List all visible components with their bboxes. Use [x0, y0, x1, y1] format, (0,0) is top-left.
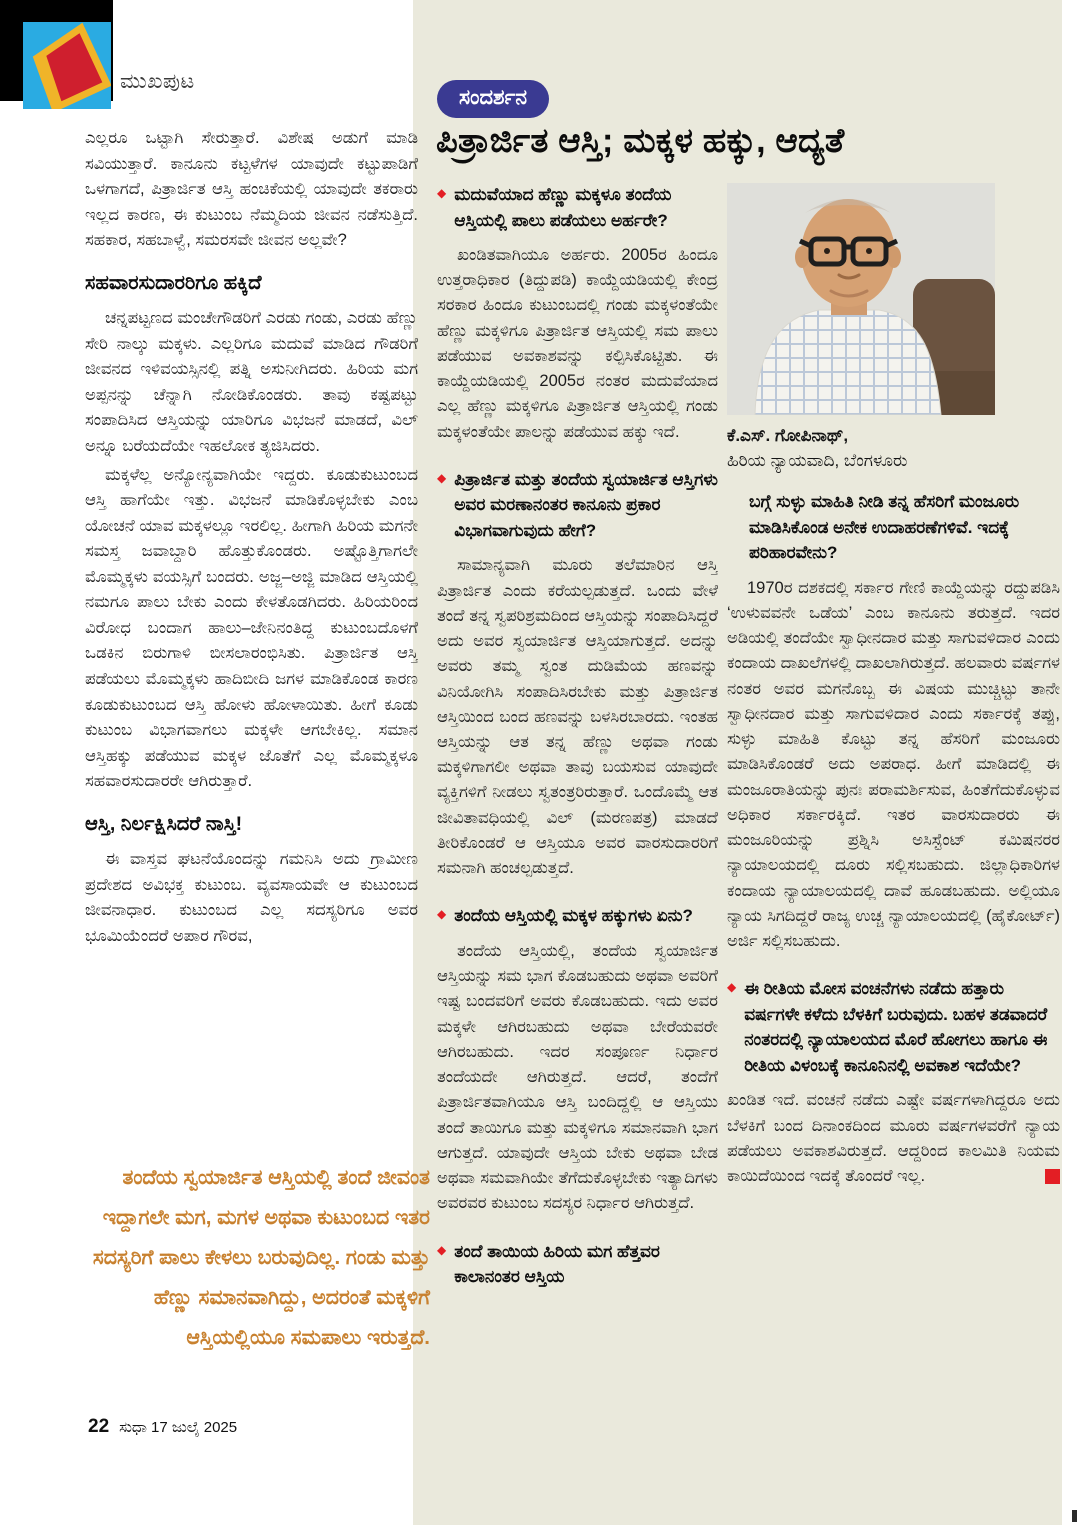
- answer-text: ಸಾಮಾನ್ಯವಾಗಿ ಮೂರು ತಲೆಮಾರಿನ ಆಸ್ತಿ ಪಿತ್ರಾರ್ಜಿತ ಎಂದು ಕರೆಯಲ್ಪಡುತ್ತದೆ. ಒಂದು ವೇಳೆ ತಂದೆ ತನ್ನ ಸ್ವಪರಿಶ್ರಮದಿಂದ ಆಸ್ತಿಯನ್ನು ಸಂಪಾದಿಸಿದ್ದರೆ ಅದು ಅವರ ಸ್ವಯಾರ್ಜಿತ ಆಸ್ತಿಯಾಗುತ್ತದೆ. ಅದನ್ನು ಅವರು ತಮ್ಮ ಸ್ವಂತ ದುಡಿಮೆಯ ಹಣವನ್ನು ವಿನಿಯೋಗಿಸಿ ಸಂಪಾದಿಸಿರಬೇಕು ಮತ್ತು ಪಿತ್ರಾರ್ಜಿತ ಆಸ್ತಿಯಿಂದ ಬಂದ ಹಣವನ್ನು ಬಳಸಿರಬಾರದು. ಇಂತಹ ಆಸ್ತಿಯನ್ನು ಆತ ತನ್ನ ಹೆಣ್ಣು ಅಥವಾ ಗಂಡು ಮಕ್ಕಳಿಗಾಗಲೀ ಅಥವಾ ತಾವು ಬಯಸುವ ಯಾವುದೇ ವ್ಯಕ್ತಿಗಳಿಗೆ ನೀಡಲು ಸ್ವತಂತ್ರರಿರುತ್ತಾರೆ. ಒಂದೊಮ್ಮೆ ಆತ ಜೀವಿತಾವಧಿಯಲ್ಲಿ ವಿಲ್ (ಮರಣಪತ್ರ) ಮಾಡದೆ ತೀರಿಕೊಂಡರೆ ಆ ಆಸ್ತಿಯೂ ಅವರ ವಾರಸುದಾರರಿಗೆ ಸಮನಾಗಿ ಹಂಚಲ್ಪಡುತ್ತದೆ.: [437, 556, 718, 878]
- section-subhead: ಸಹವಾರಸುದಾರರಿಗೂ ಹಕ್ಕಿದೆ: [85, 271, 262, 294]
- answer-final-text: ಖಂಡಿತ ಇದೆ. ವಂಚನೆ ನಡೆದು ಎಷ್ಟೇ ವರ್ಷಗಳಾಗಿದ್ದರೂ ಅದು ಬೆಳಕಿಗೆ ಬಂದ ದಿನಾಂಕದಿಂದ ಮೂರು ವರ್ಷಗಳವರೆಗೆ ನ್ಯಾಯ ಪಡೆಯಲು ಅವಕಾಶವಿರುತ್ತದೆ. ಆದ್ದರಿಂದ ಕಾಲಮಿತಿ ನಿಯಮ ಕಾಯಿದೆಯಿಂದ ಇದಕ್ಕೆ ತೊಂದರೆ ಇಲ್ಲ.: [727, 1091, 1060, 1185]
- page-footer: [88, 1416, 237, 1438]
- article-headline: ಪಿತ್ರಾರ್ಜಿತ ಆಸ್ತಿ; ಮಕ್ಕಳ ಹಕ್ಕು, ಆದ್ಯತೆ: [436, 122, 845, 160]
- interview-right-column: [727, 183, 1060, 1428]
- answer-text: [727, 1088, 1060, 1189]
- question-block: [437, 903, 718, 929]
- interview-badge: ಸಂದರ್ಶನ: [437, 80, 549, 118]
- logo-book-icon: [23, 22, 111, 109]
- question-bullet-icon: ◆: [437, 470, 447, 485]
- left-column: [85, 126, 418, 1158]
- question-bullet-icon: ◆: [437, 907, 447, 922]
- caption-name: ಕೆ.ಎಸ್. ಗೋಪಿನಾಥ್,: [727, 426, 849, 445]
- issue-date: ಸುಧಾ 17 ಜುಲೈ 2025: [119, 1419, 238, 1436]
- brand-logo-blue-square: [23, 22, 111, 109]
- answer-text: ಖಂಡಿತವಾಗಿಯೂ ಅರ್ಹರು. 2005ರ ಹಿಂದೂ ಉತ್ತರಾಧಿಕಾರ (ತಿದ್ದುಪಡಿ) ಕಾಯ್ದೆಯಡಿಯಲ್ಲಿ ಕೇಂದ್ರ ಸರಕಾರ ಹಿಂದೂ ಕುಟುಂಬದಲ್ಲಿ ಗಂಡು ಮಕ್ಕಳಂತೆಯೇ ಹೆಣ್ಣು ಮಕ್ಕಳಿಗೂ ಪಿತ್ರಾರ್ಜಿತ ಆಸ್ತಿಯಲ್ಲಿ ಸಮ ಪಾಲು ಪಡೆಯುವ ಅವಕಾಶವನ್ನು ಕಲ್ಪಿಸಿಕೊಟ್ಟಿತು. ಈ ಕಾಯ್ದೆಯಡಿಯಲ್ಲಿ 2005ರ ನಂತರ ಮದುವೆಯಾದ ಎಲ್ಲ ಹೆಣ್ಣು ಮಕ್ಕಳಿಗೂ ಪಿತ್ರಾರ್ಜಿತ ಆಸ್ತಿಯಲ್ಲಿ ಗಂಡು ಮಕ್ಕಳಂತೆಯೇ ಪಾಲನ್ನು ಪಡೆಯುವ ಹಕ್ಕು ಇದೆ.: [437, 246, 718, 441]
- question-block: [437, 182, 718, 233]
- body-paragraph: ಚನ್ನಪಟ್ಟಣದ ಮಂಚೇಗೌಡರಿಗೆ ಎರಡು ಗಂಡು, ಎರಡು ಹೆಣ್ಣು ಸೇರಿ ನಾಲ್ಕು ಮಕ್ಕಳು. ಎಲ್ಲರಿಗೂ ಮದುವೆ ಮಾಡಿದ ಗೌಡರಿಗೆ ಜೀವನದ ಇಳಿವಯಸ್ಸಿನಲ್ಲಿ ಪತ್ನಿ ಅಸುನೀಗಿದರು. ಹಿರಿಯ ಮಗ ಅಪ್ಪನನ್ನು ಚೆನ್ನಾಗಿ ನೋಡಿಕೊಂಡರು. ತಾವು ಕಷ್ಟಪಟ್ಟು ಸಂಪಾದಿಸಿದ ಆಸ್ತಿಯನ್ನು ಯಾರಿಗೂ ವಿಭಜನೆ ಮಾಡದೆ, ವಿಲ್ ಅನ್ನೂ ಬರೆಯದೆಯೇ ಇಹಲೋಕ ತ್ಯಜಿಸಿದರು.: [85, 309, 418, 455]
- interview-middle-column: [437, 182, 718, 1430]
- body-paragraph: ಈ ವಾಸ್ತವ ಘಟನೆಯೊಂದನ್ನು ಗಮನಿಸಿ ಅದು ಗ್ರಾಮೀಣ ಪ್ರದೇಶದ ಅವಿಭಕ್ತ ಕುಟುಂಬ. ವ್ಯವಸಾಯವೇ ಆ ಕುಟುಂಬದ ಜೀವನಾಧಾರ. ಕುಟುಂಬದ ಎಲ್ಲ ಸದಸ್ಯರಿಗೂ ಅವರ ಭೂಮಿಯೆಂದರೆ ಅಪಾರ ಗೌರವ,: [85, 850, 418, 945]
- question-text: ತಂದೆಯ ಆಸ್ತಿಯಲ್ಲಿ ಮಕ್ಕಳ ಹಕ್ಕುಗಳು ಏನು?: [454, 906, 693, 926]
- question-bullet-icon: ◆: [437, 186, 447, 200]
- question-block: [437, 467, 718, 544]
- section-subhead: ಆಸ್ತಿ, ನಿರ್ಲಕ್ಷಿಸಿದರೆ ನಾಸ್ತಿ!: [85, 812, 243, 835]
- question-text: ತಂದೆ ತಾಯಿಯ ಹಿರಿಯ ಮಗ ಹೆತ್ತವರ ಕಾಲಾನಂತರ ಆಸ್ತಿಯ: [454, 1241, 660, 1286]
- body-paragraph: ಎಲ್ಲರೂ ಒಟ್ಟಾಗಿ ಸೇರುತ್ತಾರೆ. ವಿಶೇಷ ಅಡುಗೆ ಮಾಡಿ ಸವಿಯುತ್ತಾರೆ. ಕಾನೂನು ಕಟ್ಟಳೆಗಳ ಯಾವುದೇ ಕಟ್ಟುಪಾಡಿಗೆ ಒಳಗಾಗದೆ, ಪಿತ್ರಾರ್ಜಿತ ಆಸ್ತಿ ಹಂಚಿಕೆಯಲ್ಲಿ ಯಾವುದೇ ತಕರಾರು ಇಲ್ಲದ ಕಾರಣ, ಈ ಕುಟುಂಬ ನೆಮ್ಮದಿಯ ಜೀವನ ನಡೆಸುತ್ತಿದೆ. ಸಹಕಾರ, ಸಹಬಾಳ್ವೆ, ಸಮರಸವೇ ಜೀವನ ಅಲ್ಲವೇ?: [85, 129, 418, 250]
- question-bullet-icon: ◆: [437, 1242, 447, 1257]
- section-label: ಮುಖಪುಟ: [120, 70, 195, 93]
- caption-role: ಹಿರಿಯ ನ್ಯಾಯವಾದಿ, ಬೆಂಗಳೂರು: [727, 450, 908, 470]
- page-corner-mark: [1072, 1510, 1077, 1522]
- photo-caption: [727, 424, 1060, 473]
- question-block: [437, 1239, 718, 1290]
- pull-quote: ತಂದೆಯ ಸ್ವಯಾರ್ಜಿತ ಆಸ್ತಿಯಲ್ಲಿ ತಂದೆ ಜೀವಂತ ಇದ್ದಾಗಲೇ ಮಗ, ಮಗಳ ಅಥವಾ ಕುಟುಂಬದ ಇತರ ಸದಸ್ಯರಿಗೆ ಪಾಲು ಕೇಳಲು ಬರುವುದಿಲ್ಲ. ಗಂಡು ಮತ್ತು ಹೆಣ್ಣು ಸಮಾನವಾಗಿದ್ದು, ಅದರಂತೆ ಮಕ್ಕಳಿಗೆ ಆಸ್ತಿಯಲ್ಲಿಯೂ ಸಮಪಾಲು ಇರುತ್ತದೆ.: [92, 1166, 430, 1349]
- question-text: ಈ ರೀತಿಯ ಮೋಸ ವಂಚನೆಗಳು ನಡೆದು ಹತ್ತಾರು ವರ್ಷಗಳೇ ಕಳೆದು ಬೆಳಕಿಗೆ ಬರುವುದು. ಬಹಳ ತಡವಾದರೆ ನಂತರದಲ್ಲಿ ನ್ಯಾಯಾಲಯದ ಮೊರೆ ಹೋಗಲು ಹಾಗೂ ಈ ರೀತಿಯ ವಿಳಂಬಕ್ಕೆ ಕಾನೂನಿನಲ್ಲಿ ಅವಕಾಶ ಇದೆಯೇ?: [744, 979, 1048, 1075]
- page-number: 22: [88, 1416, 110, 1437]
- answer-text: 1970ರ ದಶಕದಲ್ಲಿ ಸರ್ಕಾರ ಗೇಣಿ ಕಾಯ್ದೆಯನ್ನು ರದ್ದುಪಡಿಸಿ ‘ಉಳುವವನೇ ಒಡೆಯ’ ಎಂಬ ಕಾನೂನು ತರುತ್ತದೆ. ಇದರ ಅಡಿಯಲ್ಲಿ ತಂದೆಯೇ ಸ್ವಾಧೀನದಾರ ಮತ್ತು ಸಾಗುವಳಿದಾರ ಎಂದು ಕಂದಾಯ ದಾಖಲೆಗಳಲ್ಲಿ ದಾಖಲಾಗಿರುತ್ತದೆ. ಹಲವಾರು ವರ್ಷಗಳ ನಂತರ ಅವರ ಮಗನೊಬ್ಬ ಈ ವಿಷಯ ಮುಚ್ಚಿಟ್ಟು ತಾನೇ ಸ್ವಾಧೀನದಾರ ಮತ್ತು ಸಾಗುವಳಿದಾರ ಎಂದು ಸರ್ಕಾರಕ್ಕೆ ತಪ್ಪು, ಸುಳ್ಳು ಮಾಹಿತಿ ಕೊಟ್ಟು ತನ್ನ ಹೆಸರಿಗೆ ಮಂಜೂರು ಮಾಡಿಸಿಕೊಂಡರೆ ಅದು ಅಪರಾಧ. ಹೀಗೆ ಮಾಡಿದಲ್ಲಿ ಈ ಮಂಜೂರಾತಿಯನ್ನು ಪುನಃ ಪರಾಮರ್ಶಿಸುವ, ಹಿಂತೆಗೆದುಕೊಳ್ಳುವ ಅಧಿಕಾರ ಸರ್ಕಾರಕ್ಕಿದೆ. ಇತರ ವಾರಸುದಾರರು ಈ ಮಂಜೂರಿಯನ್ನು ಪ್ರಶ್ನಿಸಿ ಅಸಿಸ್ಟೆಂಟ್ ಕಮಿಷನರರ ನ್ಯಾಯಾಲಯದಲ್ಲಿ ದೂರು ಸಲ್ಲಿಸಬಹುದು. ಜಿಲ್ಲಾಧಿಕಾರಿಗಳ ಕಂದಾಯ ನ್ಯಾಯಾಲಯದಲ್ಲಿ ದಾವೆ ಹೂಡಬಹುದು. ಅಲ್ಲಿಯೂ ನ್ಯಾಯ ಸಿಗದಿದ್ದರೆ ರಾಜ್ಯ ಉಚ್ಚ ನ್ಯಾಯಾಲಯದಲ್ಲಿ (ಹೈಕೋರ್ಟ್) ಅರ್ಜಿ ಸಲ್ಲಿಸಬಹುದು.: [727, 578, 1060, 951]
- question-text: ಪಿತ್ರಾರ್ಜಿತ ಮತ್ತು ತಂದೆಯ ಸ್ವಯಾರ್ಜಿತ ಆಸ್ತಿಗಳು ಅವರ ಮರಣಾನಂತರ ಕಾನೂನು ಪ್ರಕಾರ ವಿಭಾಗವಾಗುವುದು ಹೇಗೆ?: [454, 469, 718, 540]
- question-text: ಮದುವೆಯಾದ ಹೆಣ್ಣು ಮಕ್ಕಳೂ ತಂದೆಯ ಆಸ್ತಿಯಲ್ಲಿ ಪಾಲು ಪಡೆಯಲು ಅರ್ಹರೇ?: [454, 185, 672, 230]
- interviewee-photo: [727, 183, 995, 415]
- answer-text: ತಂದೆಯ ಆಸ್ತಿಯಲ್ಲಿ, ತಂದೆಯ ಸ್ವಯಾರ್ಜಿತ ಆಸ್ತಿಯನ್ನು ಸಮ ಭಾಗ ಕೊಡಬಹುದು ಅಥವಾ ಅವರಿಗೆ ಇಷ್ಟ ಬಂದವರಿಗೆ ಅವರು ಕೊಡಬಹುದು. ಇದು ಅವರ ಮಕ್ಕಳೇ ಆಗಿರಬಹುದು ಅಥವಾ ಬೇರೆಯವರೇ ಆಗಿರಬಹುದು. ಇದರ ಸಂಪೂರ್ಣ ನಿರ್ಧಾರ ತಂದೆಯದೇ ಆಗಿರುತ್ತದೆ. ಆದರೆ, ತಂದೆಗೆ ಪಿತ್ರಾರ್ಜಿತವಾಗಿಯೂ ಆಸ್ತಿ ಬಂದಿದ್ದಲ್ಲಿ ಆ ಆಸ್ತಿಯು ತಂದೆ ತಾಯಿಗೂ ಮತ್ತು ಮಕ್ಕಳಿಗೂ ಸಮಾನವಾಗಿ ಭಾಗ ಆಗುತ್ತದೆ. ಯಾವುದೇ ಆಸ್ತಿಯ ಬೇಕು ಅಥವಾ ಬೇಡ ಅಥವಾ ಸಮವಾಗಿಯೇ ತೆಗೆದುಕೊಳ್ಳಬೇಕು ಇತ್ಯಾದಿಗಳು ಅವರವರ ಕುಟುಂಬ ಸದಸ್ಯರ ನಿರ್ಧಾರ ಆಗಿರುತ್ತದೆ.: [437, 941, 718, 1213]
- question-continued: ಬಗ್ಗೆ ಸುಳ್ಳು ಮಾಹಿತಿ ನೀಡಿ ತನ್ನ ಹೆಸರಿಗೆ ಮಂಜೂರು ಮಾಡಿಸಿಕೊಂಡ ಅನೇಕ ಉದಾಹರಣೆಗಳಿವೆ. ಇದಕ್ಕೆ ಪರಿಹಾರವೇನು?: [749, 492, 1020, 563]
- end-mark: [1045, 1169, 1060, 1184]
- body-paragraph: ಮಕ್ಕಳೆಲ್ಲ ಅನ್ಯೋನ್ಯವಾಗಿಯೇ ಇದ್ದರು. ಕೂಡುಕುಟುಂಬದ ಆಸ್ತಿ ಹಾಗೆಯೇ ಇತ್ತು. ವಿಭಜನೆ ಮಾಡಿಕೊಳ್ಳಬೇಕು ಎಂಬ ಯೋಚನೆ ಯಾವ ಮಕ್ಕಳಲ್ಲೂ ಇರಲಿಲ್ಲ. ಹೀಗಾಗಿ ಹಿರಿಯ ಮಗನೇ ಸಮಸ್ತ ಜವಾಬ್ದಾರಿ ಹೊತ್ತುಕೊಂಡರು. ಅಷ್ಟೊತ್ತಿಗಾಗಲೇ ಮೊಮ್ಮಕ್ಕಳು ವಯಸ್ಸಿಗೆ ಬಂದರು. ಅಜ್ಜ–ಅಜ್ಜಿ ಮಾಡಿದ ಆಸ್ತಿಯಲ್ಲಿ ನಮಗೂ ಪಾಲು ಬೇಕು ಎಂದು ಕೇಳತೊಡಗಿದರು. ಹಿರಿಯರಿಂದ ವಿರೋಧ ಬಂದಾಗ ಹಾಲು–ಜೇನಿನಂತಿದ್ದ ಕುಟುಂಬದೊಳಗೆ ಒಡಕಿನ ಬಿರುಗಾಳಿ ಬೀಸಲಾರಂಭಿಸಿತು. ಪಿತ್ರಾರ್ಜಿತ ಆಸ್ತಿ ಪಡೆಯಲು ಮೊಮ್ಮಕ್ಕಳು ಹಾದಿಬೀದಿ ಜಗಳ ಮಾಡಿಕೊಂಡ ಕಾರಣ ಕೂಡುಕುಟುಂಬದ ಆಸ್ತಿ ಹೋಳು ಹೋಳಾಯಿತು. ಹೀಗೆ ಕೂಡು ಕುಟುಂಬ ವಿಭಾಗವಾಗಲು ಮಕ್ಕಳೇ ಆಗಬೇಕಿಲ್ಲ. ಸಮಾನ ಆಸ್ತಿಹಕ್ಕು ಪಡೆಯುವ ಮಕ್ಕಳ ಜೊತೆಗೆ ಎಲ್ಲ ಮೊಮ್ಮಕ್ಕಳೂ ಸಹವಾರಸುದಾರರೇ ಆಗಿರುತ್ತಾರೆ.: [85, 465, 418, 791]
- question-bullet-icon: ◆: [727, 980, 737, 995]
- question-block: [727, 976, 1060, 1078]
